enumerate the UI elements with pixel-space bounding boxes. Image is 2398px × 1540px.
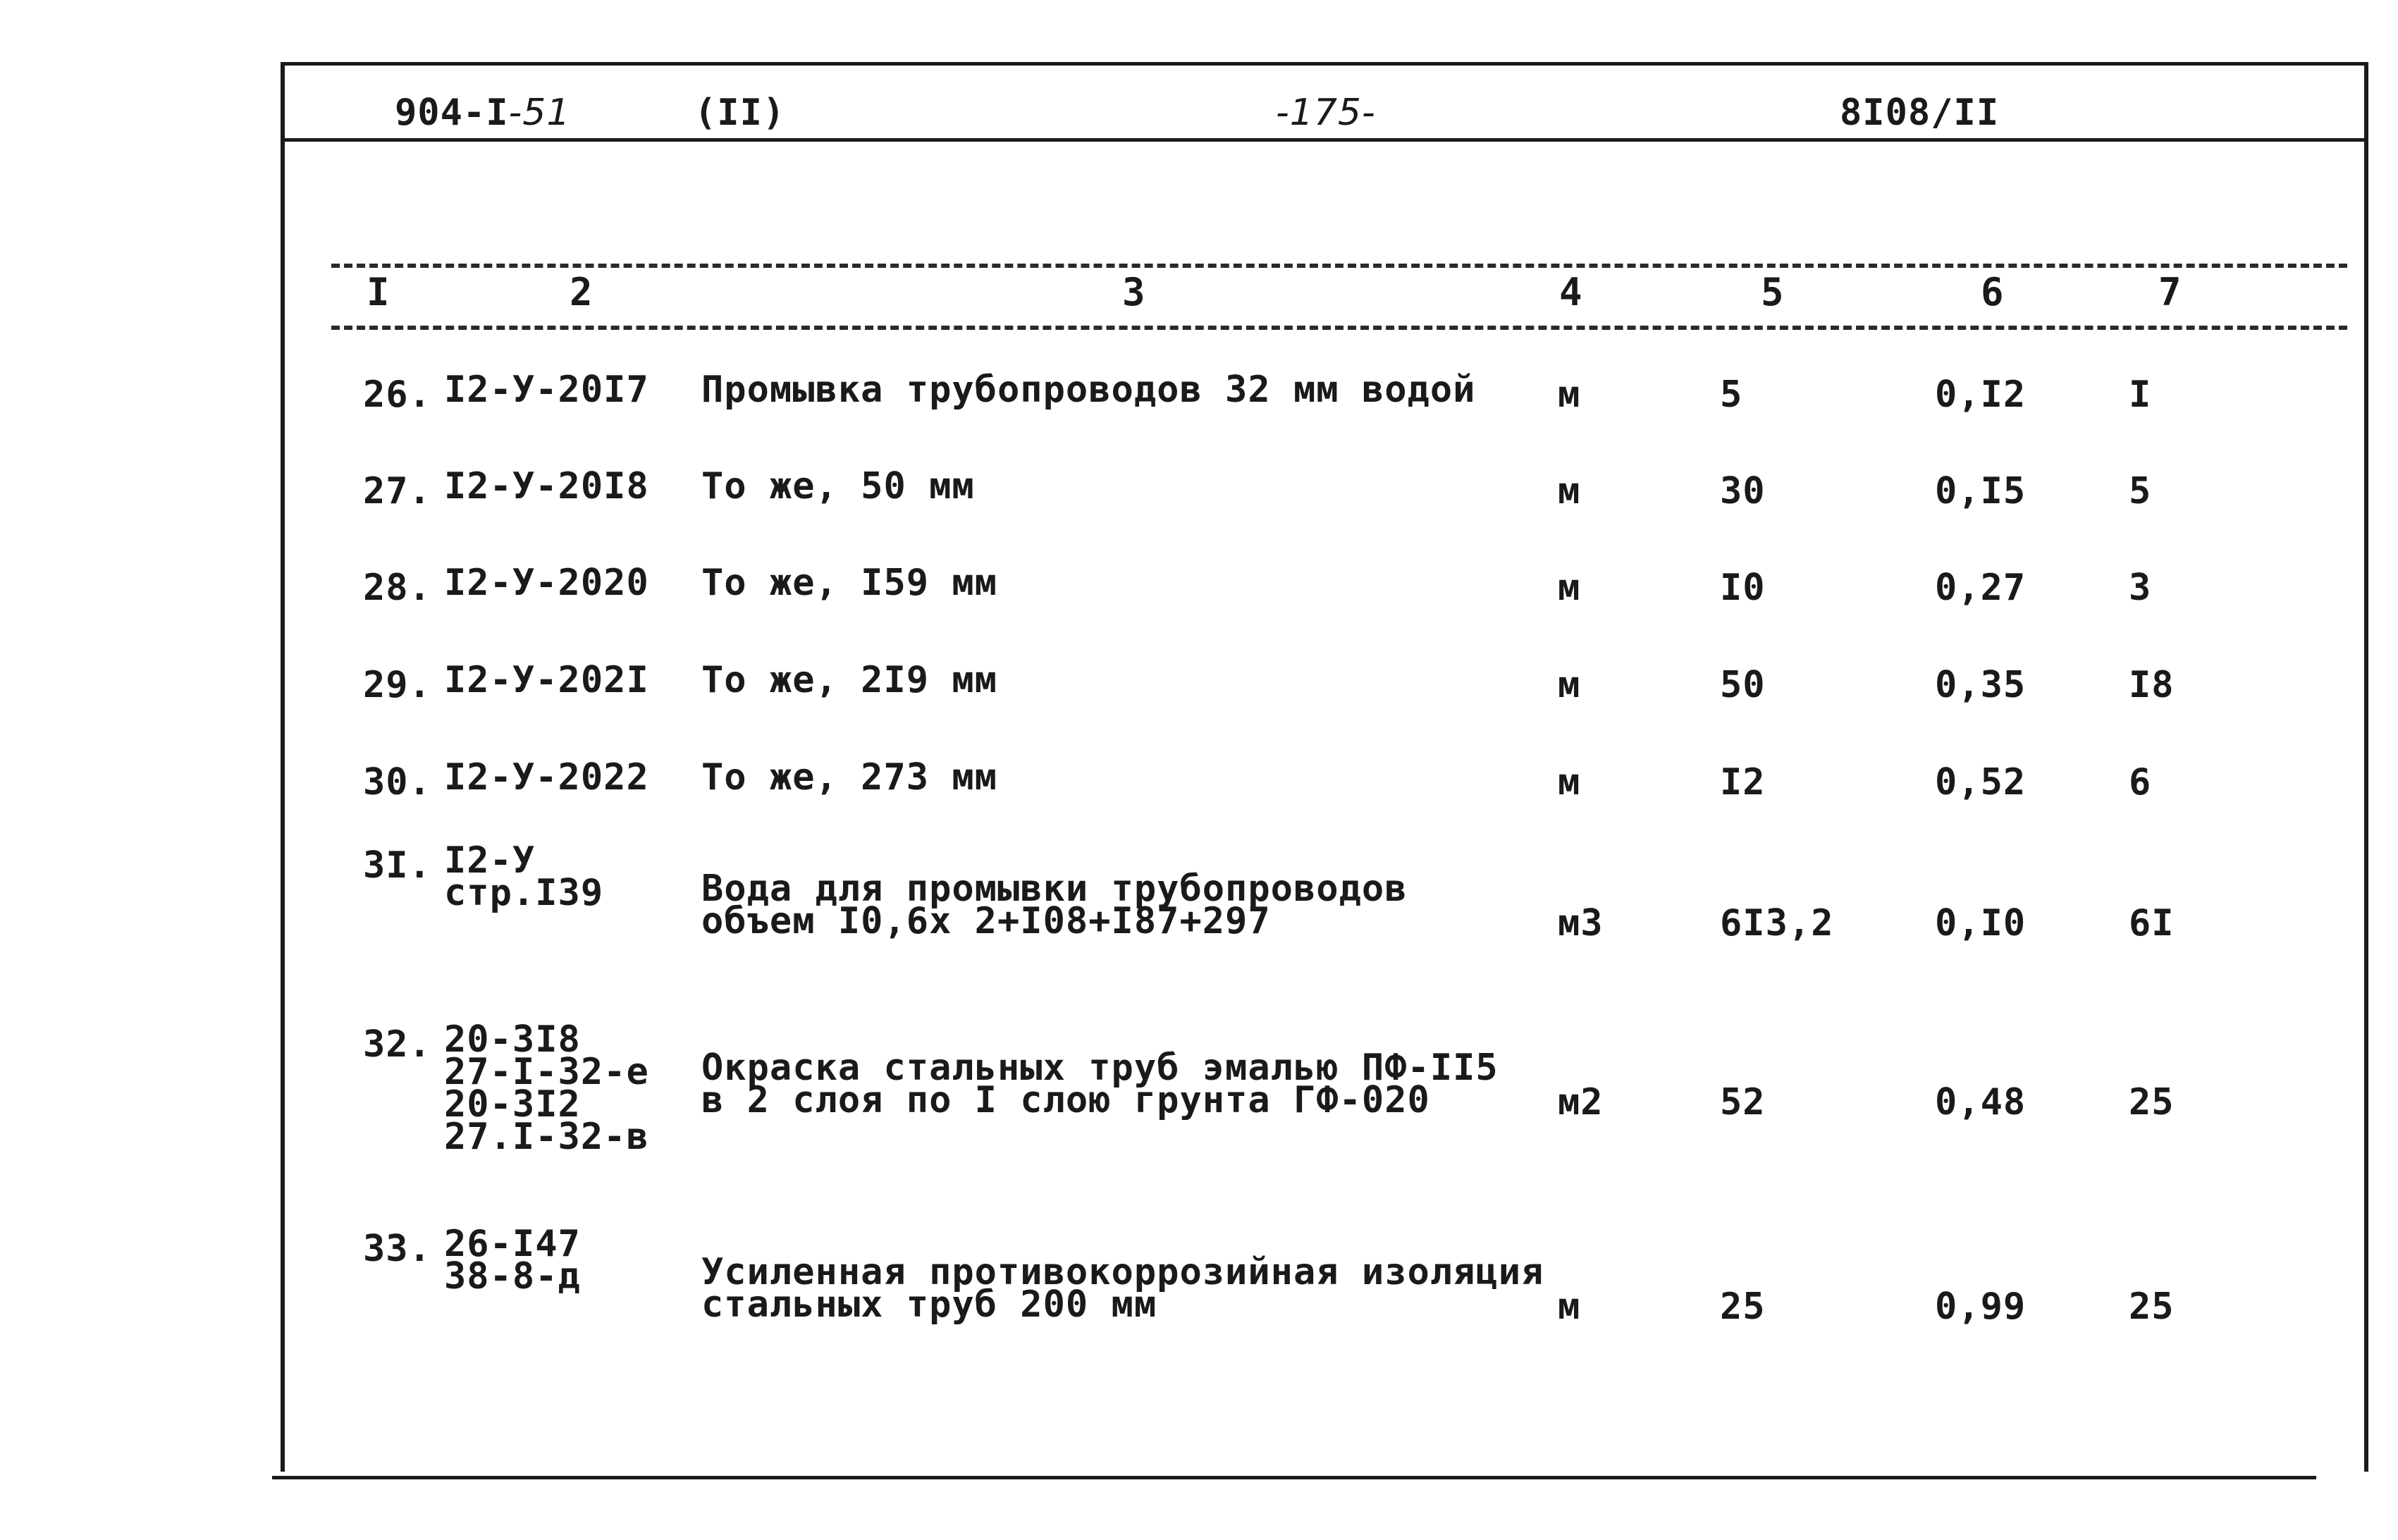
row-total: 5 [2129, 470, 2152, 512]
header-divider [281, 138, 2364, 142]
doc-part: (II) [694, 92, 786, 134]
row-description: Вода для промывки трубопроводов [701, 868, 1408, 910]
row-rate: 0,27 [1935, 567, 2027, 609]
row-unit: м [1558, 374, 1581, 416]
row-rate: 0,I5 [1935, 470, 2027, 512]
page-number: -175- [1276, 92, 1376, 134]
row-unit: м [1558, 567, 1581, 609]
row-total: 25 [2129, 1286, 2175, 1328]
column-header-2: 2 [570, 270, 594, 314]
row-description: Промывка трубопроводов 32 мм водой [701, 369, 1476, 411]
row-quantity: I0 [1720, 567, 1766, 609]
row-total: 25 [2129, 1081, 2175, 1123]
row-reference: I2-У-20I7 [444, 369, 649, 411]
doc-series [395, 92, 570, 134]
row-number: 26. [363, 374, 431, 416]
column-header-bottom-rule [331, 326, 2347, 330]
row-number: 33. [363, 1228, 431, 1270]
row-quantity: 25 [1720, 1286, 1766, 1328]
row-unit: м3 [1558, 902, 1604, 944]
top-border [281, 62, 2364, 66]
row-description: стальных труб 200 мм [701, 1283, 1157, 1326]
column-header-1: I [367, 270, 391, 314]
row-reference: 26-I47 [444, 1223, 581, 1265]
row-unit: м [1558, 470, 1581, 512]
row-description: Окраска стальных труб эмалью ПФ-II5 [701, 1047, 1499, 1089]
doc-series-suffix: -51 [508, 92, 571, 134]
row-quantity: 5 [1720, 374, 1743, 416]
row-description: То же, I59 мм [701, 562, 997, 604]
row-rate: 0,99 [1935, 1286, 2027, 1328]
row-quantity: 52 [1720, 1081, 1766, 1123]
row-reference: I2-У-2022 [444, 756, 649, 799]
row-reference: 20-3I8 [444, 1018, 581, 1061]
row-total: I [2129, 374, 2152, 416]
row-quantity: 50 [1720, 664, 1766, 706]
column-header-7: 7 [2158, 270, 2182, 314]
row-description: объем I0,6х 2+I08+I87+297 [701, 900, 1271, 942]
row-number: 32. [363, 1023, 431, 1066]
doc-series-prefix: 904-I [395, 92, 509, 134]
row-rate: 0,52 [1935, 761, 2027, 803]
row-quantity: I2 [1720, 761, 1766, 803]
row-rate: 0,I0 [1935, 902, 2027, 944]
row-total: 3 [2129, 567, 2152, 609]
row-rate: 0,48 [1935, 1081, 2027, 1123]
row-reference: 27-I-32-е [444, 1051, 649, 1093]
doc-code: 8I08/II [1840, 92, 2000, 134]
row-rate: 0,I2 [1935, 374, 2027, 416]
row-number: 3I. [363, 844, 431, 887]
row-description: То же, 273 мм [701, 756, 997, 799]
row-reference: I2-У-20I8 [444, 465, 649, 507]
column-header-top-rule [331, 264, 2347, 268]
row-reference: I2-У [444, 839, 536, 882]
bottom-border [272, 1476, 2316, 1479]
row-number: 27. [363, 470, 431, 512]
row-reference: I2-У-202I [444, 659, 649, 701]
row-number: 28. [363, 567, 431, 609]
row-total: I8 [2129, 664, 2175, 706]
row-number: 30. [363, 761, 431, 803]
row-unit: м2 [1558, 1081, 1604, 1123]
row-reference: 20-3I2 [444, 1083, 581, 1126]
row-unit: м [1558, 761, 1581, 803]
column-header-3: 3 [1122, 270, 1146, 314]
row-quantity: 30 [1720, 470, 1766, 512]
row-description: в 2 слоя по I слою грунта ГФ-020 [701, 1079, 1430, 1121]
row-total: 6 [2129, 761, 2152, 803]
row-reference: стр.I39 [444, 872, 604, 914]
column-header-6: 6 [1981, 270, 2005, 314]
row-description: То же, 50 мм [701, 465, 975, 507]
row-reference: 27.I-32-в [444, 1116, 649, 1158]
row-reference: I2-У-2020 [444, 562, 649, 604]
row-quantity: 6I3,2 [1720, 902, 1834, 944]
row-unit: м [1558, 664, 1581, 706]
row-description: То же, 2I9 мм [701, 659, 997, 701]
row-total: 6I [2129, 902, 2175, 944]
row-reference: 38-8-д [444, 1255, 581, 1298]
column-header-4: 4 [1559, 270, 1583, 314]
row-number: 29. [363, 664, 431, 706]
row-rate: 0,35 [1935, 664, 2027, 706]
column-header-5: 5 [1761, 270, 1785, 314]
row-description: Усиленная противокоррозийная изоляция [701, 1251, 1544, 1293]
row-unit: м [1558, 1286, 1581, 1328]
